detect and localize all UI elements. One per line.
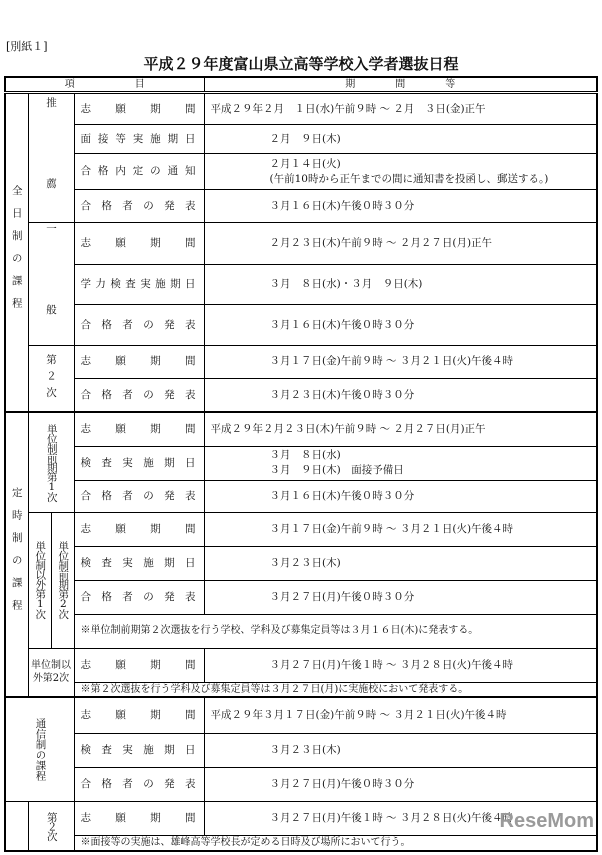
table-row — [5, 190, 597, 223]
group-tei-1: 単位制前期第1次 — [28, 412, 74, 512]
row-value: ２月２３日(木)午前９時 ～ ２月２７日(月)正午 — [204, 223, 597, 265]
table-row — [5, 512, 597, 546]
header-period: 期 間 等 — [204, 77, 597, 93]
row-value: ３月１７日(金)午前９時 ～ ３月２１日(火)午後４時 — [204, 512, 597, 546]
attachment-label: [別紙１] — [6, 40, 48, 53]
row-value: ２月 ９日(木) — [204, 125, 597, 154]
page-title: 平成２９年度富山県立高等学校入学者選抜日程 — [143, 55, 459, 73]
row-item: 合格内定の通知 — [74, 154, 204, 190]
note: ※単位制前期第２次選抜を行う学校、学科及び募集定員等は３月１６日(木)に発表する。 — [74, 614, 597, 648]
header-item: 項 目 — [5, 77, 204, 93]
table-row — [5, 154, 597, 190]
row-value: ３月２３日(木) — [204, 733, 597, 767]
table-row — [5, 614, 597, 648]
row-value: 平成２９年２月 １日(水)午前９時 ～ ２月 ３日(金)正午 — [204, 93, 597, 125]
row-item: 合格者の発表 — [74, 378, 204, 412]
group-ippan: 一 般 — [28, 223, 74, 346]
table-row — [5, 345, 597, 378]
group-tei-3: 単位制以外第2次 — [28, 648, 74, 697]
row-item: 志願期間 — [74, 412, 204, 446]
row-item: 検査実施期日 — [74, 733, 204, 767]
section-tsu-label: 通信制の課程 — [5, 697, 74, 801]
table-row — [5, 580, 597, 614]
row-subvalue: (午前10時から正午までの間に通知書を投函し、郵送する。) — [269, 172, 549, 185]
table-row — [5, 648, 597, 682]
group-tei-2a: 単位制以外第1次 — [28, 512, 51, 648]
table-row — [5, 697, 597, 733]
row-item: 志願期間 — [74, 648, 204, 682]
table-row — [5, 93, 597, 125]
row-value: ３月 ８日(水)・３月 ９日(木) — [204, 264, 597, 304]
row-subvalue: ３月 ９日(木) 面接予備日 — [269, 464, 404, 476]
table-row — [5, 546, 597, 580]
table-row — [5, 835, 597, 851]
watermark-logo: ReseMom — [499, 810, 594, 832]
row-item: 検査実施期日 — [74, 446, 204, 480]
row-item: 合格者の発表 — [74, 305, 204, 345]
row-value: ３月２７日(月)午後０時３０分 — [204, 580, 597, 614]
row-value: ３月１７日(金)午前９時 ～ ３月２１日(火)午後４時 — [204, 345, 597, 378]
row-item: 志願期間 — [74, 223, 204, 265]
table-row — [5, 264, 597, 304]
row-value: ３月１６日(木)午後０時３０分 — [204, 190, 597, 223]
group-tsu-dai2: 第２次 — [28, 801, 74, 851]
table-row — [5, 305, 597, 345]
row-item: 志願期間 — [74, 512, 204, 546]
row-item: 志願期間 — [74, 697, 204, 733]
table-row — [5, 412, 597, 446]
row-item: 合格者の発表 — [74, 190, 204, 223]
row-item: 検査実施期日 — [74, 546, 204, 580]
row-value: ３月２７日(月)午後０時３０分 — [204, 767, 597, 801]
table-row — [5, 125, 597, 154]
row-value: ２月１４日(火) — [269, 158, 341, 171]
row-value: ３月 ８日(水) — [269, 449, 341, 462]
row-item: 合格者の発表 — [74, 767, 204, 801]
row-value: 平成２９年３月１７日(金)午前９時 ～ ３月２１日(火)午後４時 — [204, 697, 597, 733]
row-value: ３月１６日(木)午後０時３０分 — [204, 480, 597, 512]
row-item: 合格者の発表 — [74, 480, 204, 512]
row-value: ３月２７日(月)午後１時 ～ ３月２８日(火)午後４時 — [204, 648, 597, 682]
group-tei-2b: 単位制前期第2次 — [51, 512, 74, 648]
row-value: 平成２９年２月２３日(木)午前９時 ～ ２月２７日(月)正午 — [204, 412, 597, 446]
note: ※面接等の実施は、雄峰高等学校長が定める日時及び場所において行う。 — [74, 835, 597, 851]
table-row — [5, 767, 597, 801]
note: ※第２次選抜を行う学科及び募集定員等は３月２７日(月)に実施校において発表する。 — [74, 682, 597, 697]
group-zen-dai2: 第２次 — [28, 345, 74, 412]
row-value: ３月１６日(木)午後０時３０分 — [204, 305, 597, 345]
row-value: ３月２７日(月)午後１時 ～ ３月２８日(火)午後４時 — [204, 801, 597, 835]
row-item: 面接等実施期日 — [74, 125, 204, 154]
table-row — [5, 733, 597, 767]
table-row — [5, 446, 597, 480]
table-row — [5, 378, 597, 412]
table-row — [5, 480, 597, 512]
row-value: ３月２３日(木) — [204, 546, 597, 580]
row-value: ３月２３日(木)午後０時３０分 — [204, 378, 597, 412]
schedule-table — [4, 76, 598, 852]
row-item: 志願期間 — [74, 345, 204, 378]
table-header — [5, 77, 597, 93]
row-item: 志願期間 — [74, 93, 204, 125]
section-tei-label: 定時制の課程 — [5, 412, 28, 697]
section-zen-label: 全日制の課程 — [5, 93, 28, 413]
table-row — [5, 223, 597, 265]
row-item: 志願期間 — [74, 801, 204, 835]
row-item: 学力検査実施期日 — [74, 264, 204, 304]
row-item: 合格者の発表 — [74, 580, 204, 614]
table-row — [5, 682, 597, 697]
group-suisen: 推 薦 — [28, 93, 74, 223]
